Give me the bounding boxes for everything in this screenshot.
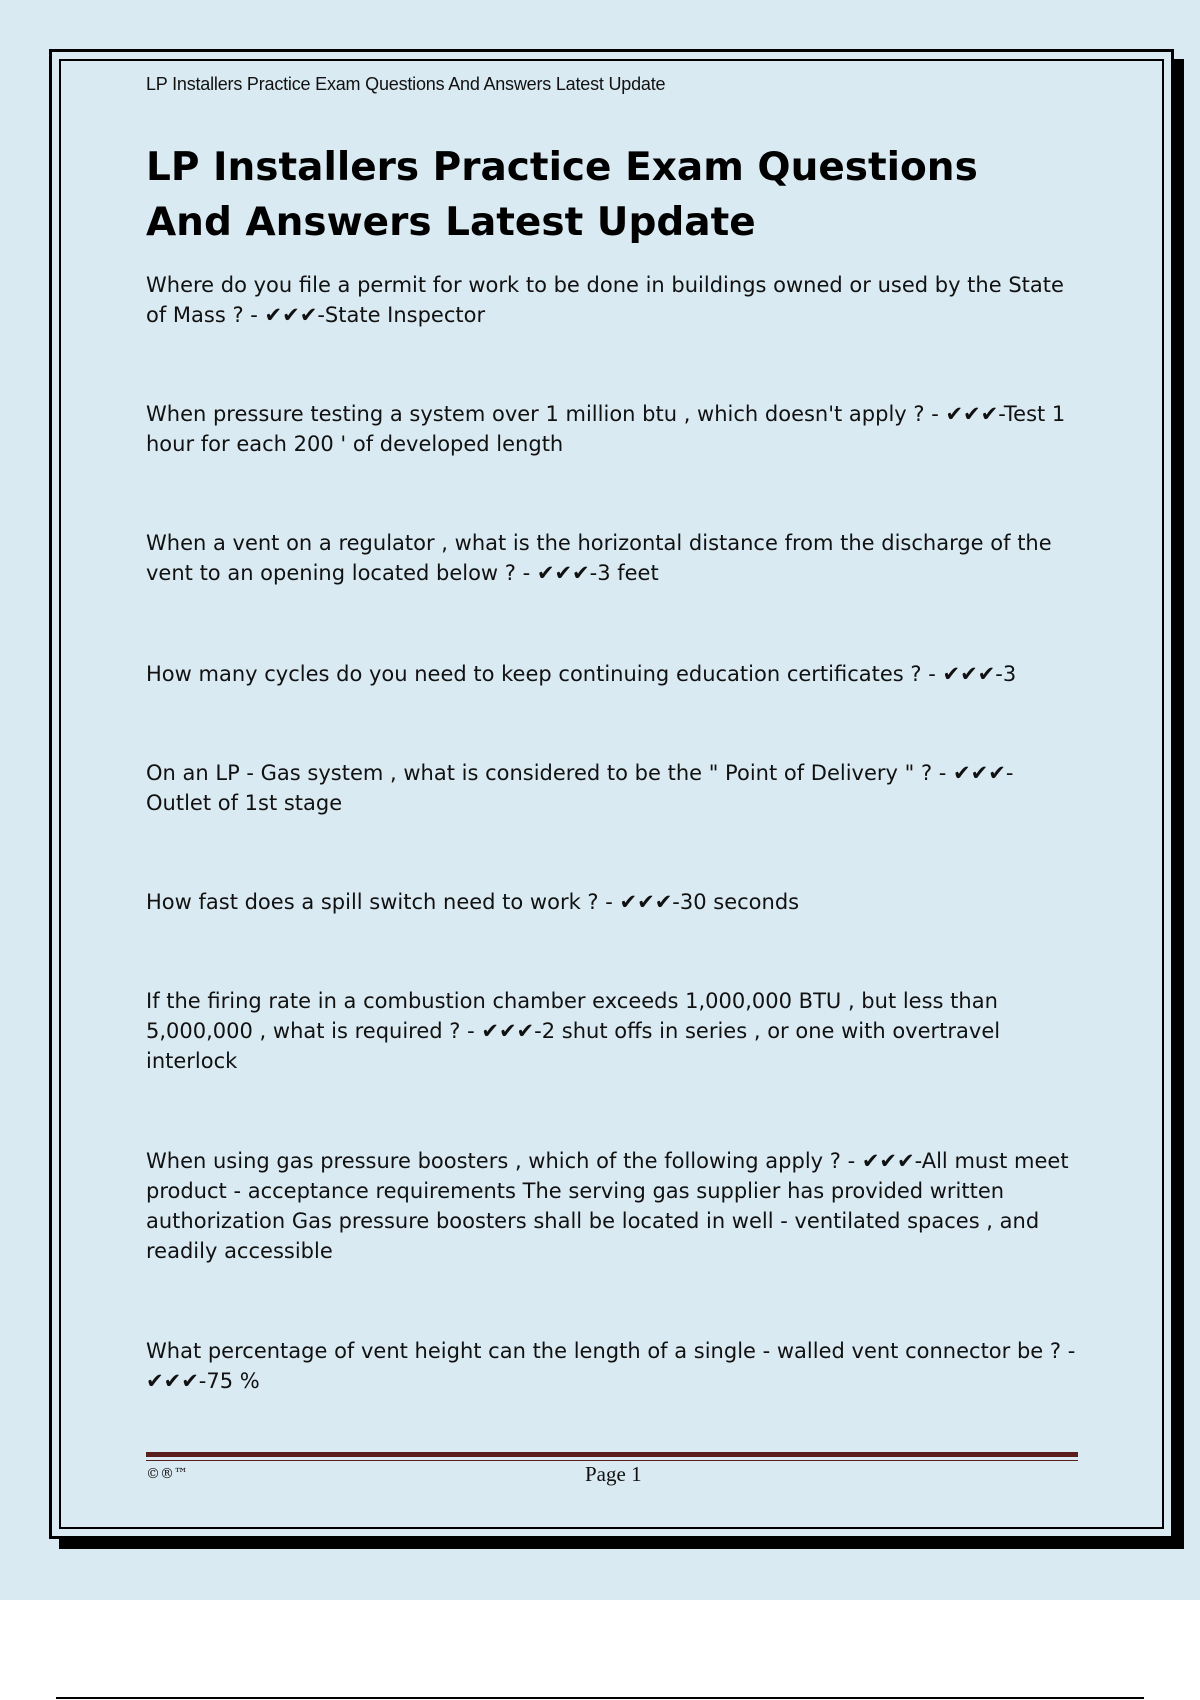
document-title: LP Installers Practice Exam Questions And Answers Latest Update [146, 145, 978, 245]
running-header: LP Installers Practice Exam Questions And Answers Latest Update [146, 74, 666, 94]
qa-item: When a vent on a regulator , what is the horizontal distance from the discharge of the vent to an opening located below ? - ✔✔✔-3 feet [146, 531, 1052, 585]
qa-item: If the firing rate in a combustion chamber exceeds 1,000,000 BTU , but less than 5,000,000 , what is required ? - ✔✔✔-2 shut offs in series , or one with overtravel interlock [146, 989, 1001, 1073]
footer-rule-thin [146, 1460, 1078, 1461]
qa-item: Where do you file a permit for work to be done in buildings owned or used by the State of Mass ? - ✔✔✔-State Inspector [146, 273, 1064, 327]
footer-trademark-symbols: ©®™ [146, 1466, 188, 1482]
page-number: Page 1 [585, 1462, 642, 1486]
qa-item: When using gas pressure boosters , which of the following apply ? - ✔✔✔-All must meet product - acceptance requirements The serving gas supplier has provided written authorization Gas pressure boosters shall be located in well - ventilated spaces , and readily accessible [146, 1149, 1069, 1263]
qa-item: On an LP - Gas system , what is considered to be the " Point of Delivery " ? - ✔✔✔-Outlet of 1st stage [146, 761, 1014, 815]
page-bottom-divider [56, 1697, 1144, 1699]
footer-rule [146, 1452, 1078, 1457]
qa-item: How many cycles do you need to keep continuing education certificates ? - ✔✔✔-3 [146, 662, 1017, 686]
qa-item: How fast does a spill switch need to work ? - ✔✔✔-30 seconds [146, 890, 800, 914]
qa-item: What percentage of vent height can the length of a single - walled vent connector be ? - ✔✔✔-75 % [146, 1339, 1076, 1393]
qa-item: When pressure testing a system over 1 million btu , which doesn't apply ? - ✔✔✔-Test 1 hour for each 200 ' of developed length [146, 402, 1066, 456]
